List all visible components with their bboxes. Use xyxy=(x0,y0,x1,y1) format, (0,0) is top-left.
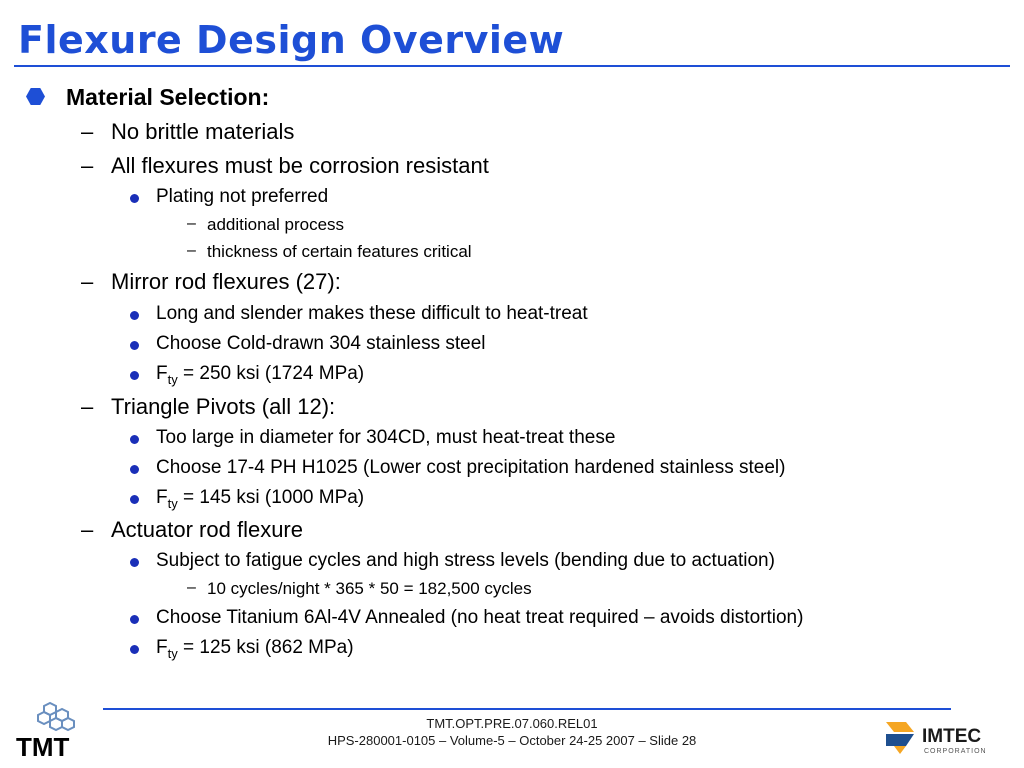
list-item: – Triangle Pivots (all 12): xyxy=(81,394,336,419)
dot-bullet-icon xyxy=(130,311,139,320)
dash-bullet-icon: – xyxy=(81,517,94,542)
list-item: – thickness of certain features critical xyxy=(187,242,472,261)
list-item: Plating not preferred xyxy=(156,186,328,208)
list-item: Choose Titanium 6Al-4V Annealed (no heat treat required – avoids distortion) xyxy=(156,607,803,629)
dot-bullet-icon xyxy=(130,435,139,444)
dash-bullet-icon: – xyxy=(81,269,94,294)
imtec-logo-icon xyxy=(884,718,1010,756)
tmt-hexagon-logo-icon xyxy=(14,700,84,760)
dot-bullet-icon xyxy=(130,645,139,654)
dot-bullet-icon xyxy=(130,495,139,504)
title-divider xyxy=(14,65,1010,67)
list-item: Long and slender makes these difficult to heat-treat xyxy=(156,303,588,325)
footer-info: HPS-280001-0105 – Volume-5 – October 24-25 2007 – Slide 28 xyxy=(327,733,697,748)
slide-title: Flexure Design Overview xyxy=(18,18,565,62)
list-item: – 10 cycles/night * 365 * 50 = 182,500 cycles xyxy=(187,579,532,598)
imtec-logo-subtext: CORPORATION xyxy=(924,748,987,755)
imtec-logo xyxy=(884,718,1010,756)
tmt-logo xyxy=(14,700,84,760)
hexagon-bullet-icon xyxy=(26,88,45,105)
dot-bullet-icon xyxy=(130,194,139,203)
list-item-fty: $F_{ty} = 250$ ksi (1724 MPa) xyxy=(156,363,364,387)
dash-bullet-icon: – xyxy=(81,394,94,419)
dash-bullet-icon: – xyxy=(81,153,94,178)
list-item: – Actuator rod flexure xyxy=(81,517,303,542)
list-item: Choose 17-4 PH H1025 (Lower cost precipitation hardened stainless steel) xyxy=(156,457,785,479)
footer-divider xyxy=(103,708,951,710)
list-item-fty: $F_{ty} = 125$ ksi (862 MPa) xyxy=(156,637,354,661)
list-item-fty: $F_{ty} = 145$ ksi (1000 MPa) xyxy=(156,487,364,511)
imtec-logo-text: IMTEC xyxy=(922,726,982,747)
dash-bullet-icon: – xyxy=(187,242,196,259)
dot-bullet-icon xyxy=(130,558,139,567)
dot-bullet-icon xyxy=(130,341,139,350)
list-item: – All flexures must be corrosion resistant xyxy=(81,153,489,178)
dash-bullet-icon: – xyxy=(187,215,196,232)
dot-bullet-icon xyxy=(130,615,139,624)
list-item: Subject to fatigue cycles and high stress levels (bending due to actuation) xyxy=(156,550,775,572)
footer-doc-id: TMT.OPT.PRE.07.060.REL01 xyxy=(426,716,598,731)
dot-bullet-icon xyxy=(130,371,139,380)
dash-bullet-icon: – xyxy=(81,119,94,144)
list-item: Too large in diameter for 304CD, must heat-treat these xyxy=(156,427,615,449)
list-item: – additional process xyxy=(187,215,345,234)
list-item: – Mirror rod flexures (27): xyxy=(81,269,341,294)
list-item: Choose Cold-drawn 304 stainless steel xyxy=(156,333,486,355)
tmt-logo-text: TMT xyxy=(16,732,70,760)
list-item: – No brittle materials xyxy=(81,119,295,144)
dot-bullet-icon xyxy=(130,465,139,474)
heading-material-selection: Material Selection: xyxy=(66,84,269,111)
dash-bullet-icon: – xyxy=(187,579,196,596)
